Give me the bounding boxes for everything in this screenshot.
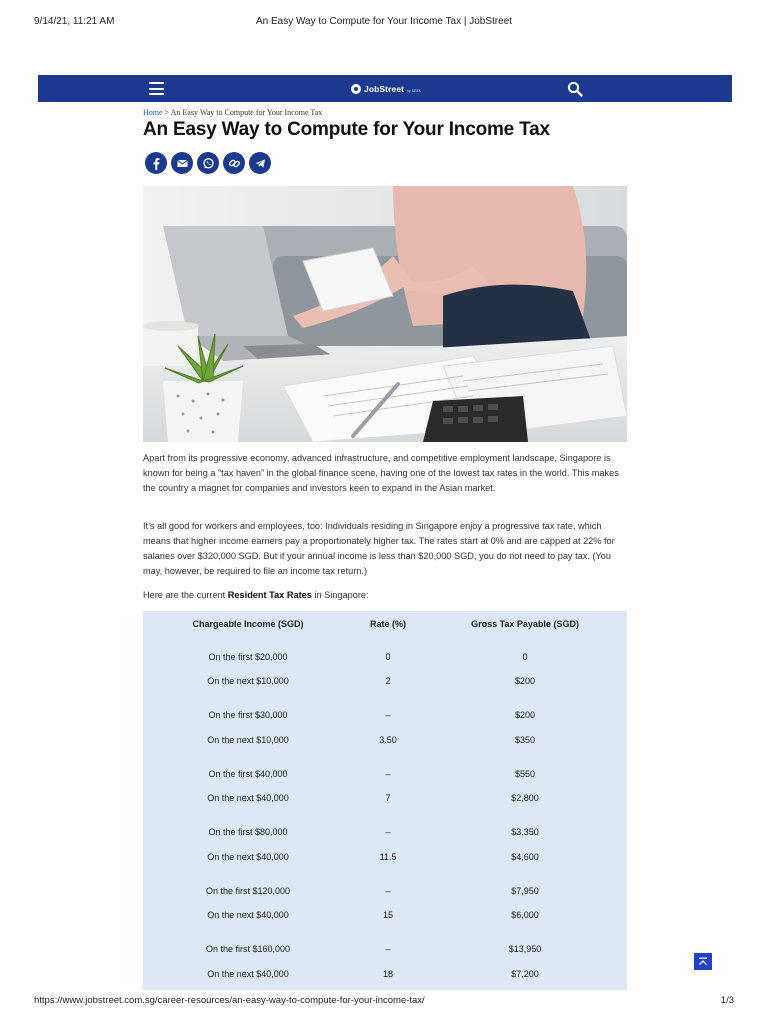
paragraph-3-suffix: in Singapore: xyxy=(311,590,369,600)
email-icon xyxy=(176,157,189,170)
logo-subtext: by SEEK xyxy=(407,88,422,93)
gross-tax-cell: $6,000 xyxy=(511,910,539,921)
table-row xyxy=(143,962,627,987)
print-footer xyxy=(0,995,768,1009)
print-url: https://www.jobstreet.com.sg/career-resources/an-easy-way-to-compute-for-your-income-tax/ xyxy=(34,995,425,1006)
table-group-spacer xyxy=(143,811,627,821)
hamburger-icon[interactable] xyxy=(149,82,164,95)
income-cell: On the next $10,000 xyxy=(207,676,289,687)
breadcrumb xyxy=(143,108,322,117)
table-group-spacer xyxy=(143,635,627,645)
article-paragraph-2: It’s all good for workers and employees, too: Individuals residing in Singapore enjoy a progressive tax rate, which means that higher income earners pay a proportionately higher tax. The rates start at 0% and are capped at 22% for salaries over $320,000 SGD. But if your annual income is less than $20,000 SGD, you do not need to pay tax. (You may, however, be required to file an income tax return.) xyxy=(143,521,615,576)
rate-cell: – xyxy=(385,944,391,955)
rate-cell: – xyxy=(385,710,391,721)
gross-tax-cell: $200 xyxy=(514,676,536,687)
table-row xyxy=(143,903,627,928)
table-row xyxy=(143,786,627,811)
table-row xyxy=(143,645,627,670)
rate-cell: – xyxy=(385,768,391,779)
copy-link-button[interactable] xyxy=(223,152,245,174)
rate-cell: 3.50 xyxy=(379,734,397,745)
gross-tax-cell: $350 xyxy=(514,734,536,745)
rate-cell: 7 xyxy=(385,793,391,804)
income-cell: On the first $40,000 xyxy=(208,768,288,779)
gross-tax-cell: $200 xyxy=(514,710,536,721)
rate-cell: – xyxy=(385,885,391,896)
gross-tax-cell: 0 xyxy=(522,651,528,662)
gross-tax-cell: $13,950 xyxy=(508,944,542,955)
gross-tax-cell: $7,200 xyxy=(511,968,539,979)
table-group-spacer xyxy=(143,694,627,704)
jobstreet-logo[interactable] xyxy=(351,82,421,96)
whatsapp-icon xyxy=(202,157,215,170)
table-row xyxy=(143,669,627,694)
hero-illustration xyxy=(143,186,627,442)
resident-tax-rates-table xyxy=(143,611,627,990)
breadcrumb-separator: > xyxy=(162,108,171,117)
telegram-share-button[interactable] xyxy=(249,152,271,174)
income-cell: On the next $40,000 xyxy=(207,851,289,862)
logo-text: JobStreet xyxy=(364,84,405,94)
top-navbar xyxy=(38,75,732,102)
logo-mark-icon xyxy=(351,84,361,94)
income-cell: On the next $10,000 xyxy=(207,734,289,745)
article-paragraph-3 xyxy=(143,588,629,603)
tax-table xyxy=(143,611,627,986)
page-title: An Easy Way to Compute for Your Income Tax xyxy=(143,119,550,140)
table-row xyxy=(143,820,627,845)
header-chargeable-income: Chargeable Income (SGD) xyxy=(192,619,304,629)
arrow-up-icon xyxy=(698,957,708,967)
gross-tax-cell: $7,950 xyxy=(511,885,539,896)
income-cell: On the next $40,000 xyxy=(207,910,289,921)
table-group-spacer xyxy=(143,928,627,938)
rate-cell: 2 xyxy=(385,676,391,687)
print-header xyxy=(0,16,768,30)
table-row xyxy=(143,703,627,728)
income-cell: On the first $30,000 xyxy=(208,710,288,721)
income-cell: On the next $40,000 xyxy=(207,968,289,979)
table-group-spacer xyxy=(143,752,627,762)
breadcrumb-current: An Easy Way to Compute for Your Income Tax xyxy=(170,108,323,117)
telegram-icon xyxy=(254,157,267,170)
hero-image xyxy=(143,186,627,442)
print-doc-title: An Easy Way to Compute for Your Income Tax | JobStreet xyxy=(255,16,513,27)
gross-tax-cell: $2,800 xyxy=(511,793,539,804)
income-cell: On the first $20,000 xyxy=(208,651,288,662)
breadcrumb-home-link[interactable]: Home xyxy=(143,108,163,117)
income-cell: On the first $120,000 xyxy=(205,885,291,896)
facebook-share-button[interactable] xyxy=(145,152,167,174)
whatsapp-share-button[interactable] xyxy=(197,152,219,174)
header-rate: Rate (%) xyxy=(369,619,406,629)
table-row xyxy=(143,937,627,962)
rate-cell: 0 xyxy=(385,651,391,662)
table-group-spacer xyxy=(143,869,627,879)
share-buttons xyxy=(145,152,271,174)
article-paragraph-1: Apart from its progressive economy, advanced infrastructure, and competitive employment landscape, Singapore is known for being a “tax haven” in the global finance scene, having one of the lowest tax rates in the world. This makes the country a magnet for companies and investors keen to expand in the Asian market. xyxy=(143,453,619,493)
print-page-number: 1/3 xyxy=(720,995,734,1006)
tax-table-body xyxy=(143,635,627,986)
header-gross-tax: Gross Tax Payable (SGD) xyxy=(471,619,579,629)
table-row xyxy=(143,845,627,870)
rate-cell: – xyxy=(385,827,391,838)
rate-cell: 11.5 xyxy=(379,851,397,862)
rate-cell: 15 xyxy=(382,910,393,921)
table-row xyxy=(143,762,627,787)
table-row xyxy=(143,879,627,904)
rate-cell: 18 xyxy=(382,968,393,979)
income-cell: On the next $40,000 xyxy=(207,793,289,804)
income-cell: On the first $80,000 xyxy=(208,827,288,838)
table-header-row xyxy=(143,611,627,635)
gross-tax-cell: $3,350 xyxy=(511,827,539,838)
print-datetime: 9/14/21, 11:21 AM xyxy=(34,16,115,27)
income-cell: On the first $160,000 xyxy=(205,944,291,955)
email-share-button[interactable] xyxy=(171,152,193,174)
gross-tax-cell: $4,600 xyxy=(511,851,539,862)
gross-tax-cell: $550 xyxy=(514,768,536,779)
table-row xyxy=(143,728,627,753)
search-icon[interactable] xyxy=(567,81,583,97)
link-icon xyxy=(228,157,241,170)
back-to-top-button[interactable] xyxy=(694,953,712,970)
resident-tax-rates-label: Resident Tax Rates xyxy=(227,590,312,600)
paragraph-3-prefix: Here are the current xyxy=(143,590,228,600)
facebook-icon xyxy=(150,157,163,170)
